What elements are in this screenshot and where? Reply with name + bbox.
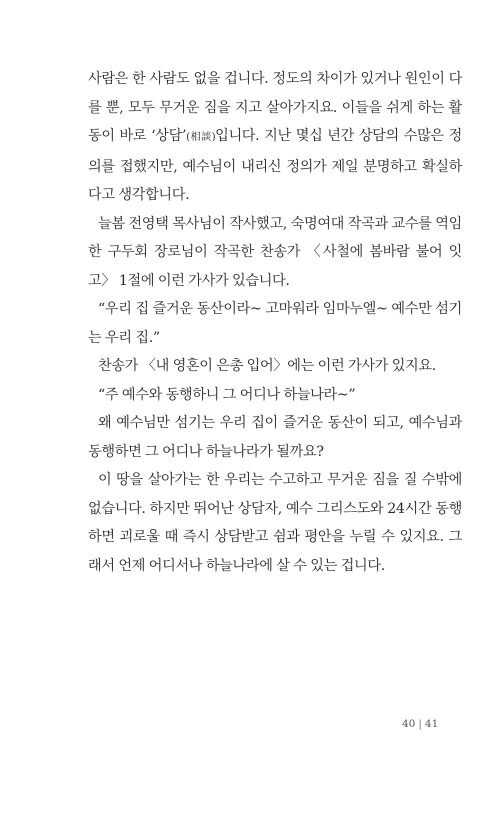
paragraph-hymn-intro: 늘봄 전영택 목사님이 작사했고, 숙명여대 작곡과 교수를 역임한 구두회 장로님이 작곡한 찬송가 〈사철에 봄바람 불어 잇고〉 1절에 이런 가사가 있습니다. <box>88 215 462 289</box>
paragraph-question: 왜 예수님만 섬기는 우리 집이 즐거운 동산이 되고, 예수님과 동행하면 그 어디나 하늘나라가 될까요? <box>88 415 462 460</box>
hanja-annotation: (相談) <box>186 132 216 143</box>
page-number-separator: | <box>418 718 422 730</box>
paragraph-hymn-quote-2: “주 예수와 동행하니 그 어디나 하늘나라~” <box>98 386 356 403</box>
page-number-right: 41 <box>424 718 439 730</box>
paragraph-opening-text: 사람은 한 사람도 없을 겁니다. 정도의 차이가 있거나 원인이 다를 뿐, 모두 무거운 짐을 지고 살아가지요. 이들을 쉬게 하는 활동이 바로 ‘상담’ <box>88 71 462 144</box>
page-number-left: 40 <box>402 718 416 730</box>
paragraph-conclusion: 이 땅을 살아가는 한 우리는 수고하고 무거운 짐을 질 수밖에 없습니다. 하지만 뛰어난 상담자, 예수 그리스도와 24시간 동행하면 괴로울 때 즉시 상담받고 쉼과 평안을 누릴 수 있지요. 그래서 언제 어디서나 하늘나라에 살 수 있는 겁니다. <box>88 472 462 574</box>
paragraph-hymn-2-intro: 찬송가 〈내 영혼이 은총 입어〉에는 이런 가사가 있지요. <box>98 358 436 374</box>
paragraph-opening-continued: 입니다. 지난 몇십 년간 상담의 수많은 정의를 접했지만, 예수님이 내리신 정의가 제일 분명하고 확실하다고 생각합니다. <box>88 128 462 203</box>
paragraph-hymn-quote-1: “우리 집 즐거운 동산이라~ 고마워라 임마누엘~ 예수만 섬기는 우리 집.” <box>88 301 462 346</box>
page-body <box>88 65 462 580</box>
page-numbers <box>402 718 438 730</box>
paragraph-opening <box>88 65 462 210</box>
